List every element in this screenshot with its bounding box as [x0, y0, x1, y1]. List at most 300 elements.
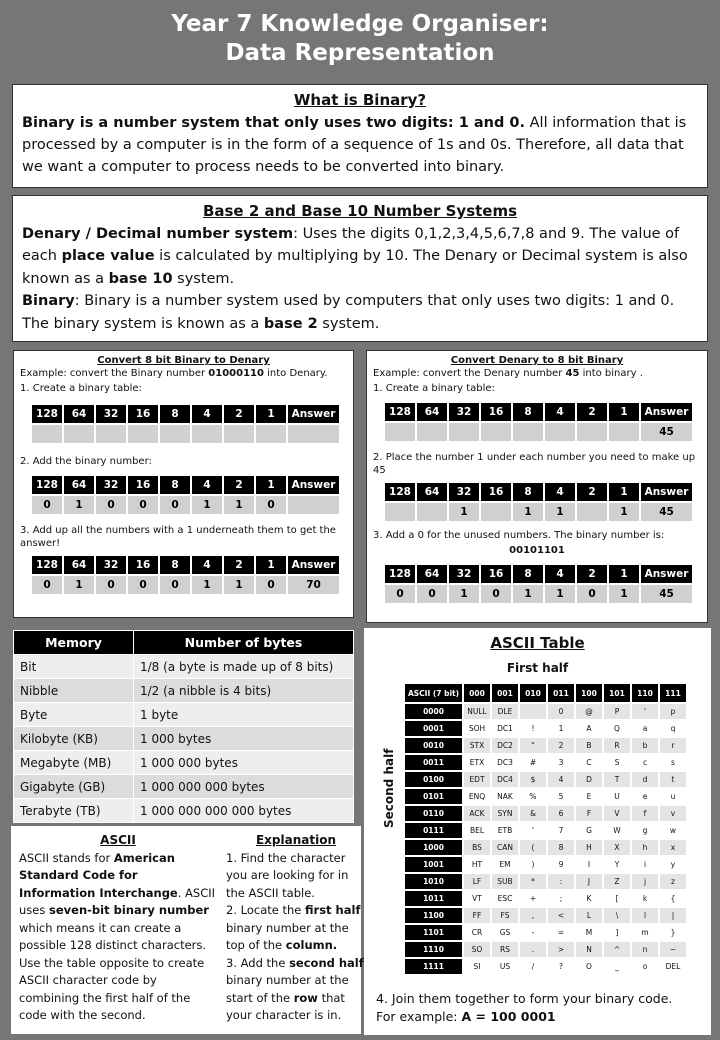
what-is-binary-heading: What is Binary?: [293, 91, 427, 109]
ascii-char-cell: EDT: [464, 772, 490, 787]
ascii-row: [405, 857, 686, 872]
ascii-seven-bit: seven-bit binary number: [49, 903, 209, 917]
binary-definition: Binary is a number system that only uses two digits: 1 and 0.: [22, 115, 526, 131]
ascii-char-cell: ESC: [492, 891, 518, 906]
what-is-binary-box: [12, 84, 708, 188]
binary-value-cell: 0: [417, 585, 447, 603]
ascii-char-cell: e: [632, 789, 658, 804]
place-value-cell: 4: [545, 483, 575, 501]
ascii-char-cell: FF: [464, 908, 490, 923]
place-value-cell: 64: [64, 405, 94, 423]
ascii-char-cell: ‘: [632, 704, 658, 719]
ascii-char-cell: ETX: [464, 755, 490, 770]
ascii-char-cell: ETB: [492, 823, 518, 838]
ascii-char-cell: *: [520, 874, 546, 889]
ascii-char-cell: C: [576, 755, 602, 770]
ascii-char-cell: K: [576, 891, 602, 906]
binary-value-cell: [385, 423, 415, 441]
d2b-step-2: 2. Place the number 1 under each number you need to make up 45: [373, 452, 696, 476]
explanation-step-2: [226, 902, 366, 955]
ascii-row: [405, 891, 686, 906]
place-value-cell: Answer: [288, 476, 339, 494]
ascii-acronym: American Standard Code for Information Interchange: [19, 850, 178, 900]
ascii-char-cell: LF: [464, 874, 490, 889]
ascii-char-cell: 6: [548, 806, 574, 821]
ascii-header-cell: 111: [660, 684, 686, 702]
binary-value-cell: [545, 423, 575, 441]
ascii-char-cell: 8: [548, 840, 574, 855]
place-value-cell: 128: [32, 556, 62, 574]
ascii-char-cell: ~: [660, 942, 686, 957]
ascii-char-cell: BS: [464, 840, 490, 855]
binary-value-cell: [577, 503, 607, 521]
ascii-char-cell: :: [548, 874, 574, 889]
ascii-char-cell: o: [632, 959, 658, 974]
ascii-char-cell: &: [520, 806, 546, 821]
ascii-char-cell: N: [576, 942, 602, 957]
binary-value-cell: 1: [609, 503, 639, 521]
binary-to-denary-heading: Convert 8 bit Binary to Denary: [97, 355, 270, 366]
ascii-row-key: 1011: [405, 891, 462, 906]
ascii-char-cell: G: [576, 823, 602, 838]
memory-column-header: Memory: [14, 631, 134, 655]
bytes-cell: 1 000 bytes: [134, 727, 354, 751]
place-value-cell: 1: [609, 565, 639, 583]
memory-unit-cell: Gigabyte (GB): [14, 775, 134, 799]
ascii-heading: ASCII: [100, 833, 136, 847]
bytes-cell: 1 byte: [134, 703, 354, 727]
ascii-header-cell: 000: [464, 684, 490, 702]
ascii-row: [405, 721, 686, 736]
base-10-term: base 10: [108, 270, 173, 287]
ascii-char-cell: b: [632, 738, 658, 753]
binary-value-cell: [577, 423, 607, 441]
ascii-char-cell: US: [492, 959, 518, 974]
place-value-cell: 1: [609, 403, 639, 421]
ascii-char-cell: 5: [548, 789, 574, 804]
bytes-cell: 1 000 000 000 000 bytes: [134, 799, 354, 823]
ascii-char-cell: ,: [520, 908, 546, 923]
binary-value-cell: 0: [32, 496, 62, 514]
ascii-char-cell: A: [576, 721, 602, 736]
ascii-row: [405, 925, 686, 940]
ascii-char-cell: CAN: [492, 840, 518, 855]
memory-row: [14, 799, 354, 823]
place-value-cell: 4: [192, 556, 222, 574]
place-value-cell: 128: [385, 403, 415, 421]
binary-value-cell: [481, 423, 511, 441]
binary-value-cell: 1: [64, 496, 94, 514]
ascii-char-cell: L: [576, 908, 602, 923]
ascii-row-key: 1100: [405, 908, 462, 923]
place-value-cell: 4: [192, 405, 222, 423]
ascii-table-footer: [376, 990, 672, 1026]
place-value-cell: 128: [32, 476, 62, 494]
ascii-char-cell: x: [660, 840, 686, 855]
ascii-char-cell: 0: [548, 704, 574, 719]
memory-unit-cell: Terabyte (TB): [14, 799, 134, 823]
b2d-example-b: into Denary.: [263, 368, 328, 379]
memory-unit-cell: Bit: [14, 655, 134, 679]
denary-to-binary-box: [366, 350, 708, 623]
binary-value-cell: 0: [128, 496, 158, 514]
ascii-char-cell: U: [604, 789, 630, 804]
ascii-char-cell: t: [660, 772, 686, 787]
base-2-term: base 2: [263, 315, 318, 332]
place-value-cell: 8: [513, 565, 543, 583]
bytes-cell: 1/2 (a nibble is 4 bits): [134, 679, 354, 703]
denary-text-a: : Uses the digits 0,1,2,3,4,5,6,7,8 and 9. The value of each: [22, 225, 680, 264]
memory-row: [14, 679, 354, 703]
ascii-char-cell: R: [604, 738, 630, 753]
title-line-1: Year 7 Knowledge Organiser:: [171, 11, 549, 37]
example-line: [376, 1008, 672, 1026]
ascii-char-cell: u: [660, 789, 686, 804]
place-value-cell: 32: [96, 476, 126, 494]
binary-value-cell: 1: [545, 503, 575, 521]
binary-value-cell: 0: [256, 496, 286, 514]
place-value-cell: 4: [545, 403, 575, 421]
ascii-char-cell: RS: [492, 942, 518, 957]
step2-c: binary number at the top of the: [226, 920, 349, 952]
ascii-description: [19, 832, 217, 1025]
ascii-row-key: 0001: [405, 721, 462, 736]
ascii-char-cell: [: [604, 891, 630, 906]
ascii-char-cell: ACK: [464, 806, 490, 821]
ascii-row: [405, 755, 686, 770]
binary-value-cell: [64, 425, 94, 443]
ascii-char-cell: }: [660, 925, 686, 940]
binary-value-cell: [32, 425, 62, 443]
binary-paragraph: [22, 290, 698, 335]
ascii-char-cell: h: [632, 840, 658, 855]
ascii-char-cell: J: [576, 874, 602, 889]
ascii-char-cell: %: [520, 789, 546, 804]
ascii-row-key: 1101: [405, 925, 462, 940]
ascii-char-cell: 1: [548, 721, 574, 736]
step3-a: 3. Add the: [226, 955, 290, 970]
ascii-char-cell: i: [632, 857, 658, 872]
place-value-row: [385, 565, 692, 583]
ascii-char-cell: BEL: [464, 823, 490, 838]
binary-text-b: system.: [317, 315, 380, 332]
ascii-char-cell: VT: [464, 891, 490, 906]
ascii-char-cell: [520, 704, 546, 719]
ascii-char-cell: \: [604, 908, 630, 923]
ascii-char-cell: {: [660, 891, 686, 906]
place-value-cell: 4: [192, 476, 222, 494]
binary-value-cell: [128, 425, 158, 443]
place-value-cell: 2: [224, 476, 254, 494]
b2d-example: [20, 367, 347, 380]
place-value-cell: Answer: [288, 556, 339, 574]
place-value-cell: Answer: [641, 565, 692, 583]
ascii-char-cell: +: [520, 891, 546, 906]
binary-text-a: : Binary is a number system used by computers that only uses two digits: 1 and 0. The binary system is known as a: [22, 293, 675, 332]
d2b-example: [373, 367, 701, 380]
ascii-char-cell: n: [632, 942, 658, 957]
binary-value-cell: 45: [641, 585, 692, 603]
first-half-label: First half: [506, 661, 569, 675]
b2d-table-3: [30, 554, 341, 596]
ascii-char-cell: 3: [548, 755, 574, 770]
denary-paragraph: [22, 223, 698, 291]
binary-value-row: [385, 503, 692, 521]
ascii-char-cell: q: [660, 721, 686, 736]
place-value-cell: 1: [256, 556, 286, 574]
ascii-table: [403, 682, 688, 976]
ascii-char-cell: B: [576, 738, 602, 753]
ascii-row-key: 1001: [405, 857, 462, 872]
ascii-char-cell: g: [632, 823, 658, 838]
binary-value-cell: [417, 423, 447, 441]
binary-value-cell: 1: [449, 503, 479, 521]
place-value-cell: 2: [224, 405, 254, 423]
join-instruction: 4. Join them together to form your binary code.: [376, 991, 673, 1006]
ascii-header-cell: 001: [492, 684, 518, 702]
step2-d: column.: [285, 938, 338, 952]
place-value-cell: 16: [481, 483, 511, 501]
memory-unit-cell: Byte: [14, 703, 134, 727]
ascii-char-cell: 4: [548, 772, 574, 787]
explanation-column: [226, 832, 366, 1025]
binary-value-cell: 0: [481, 585, 511, 603]
binary-value-cell: 1: [224, 496, 254, 514]
ascii-char-cell: ^: [604, 942, 630, 957]
ascii-header-cell: 011: [548, 684, 574, 702]
explanation-step-1: 1. Find the character you are looking for in the ASCII table.: [226, 850, 349, 900]
ascii-row-key: 1010: [405, 874, 462, 889]
ascii-char-cell: F: [576, 806, 602, 821]
place-value-cell: 64: [417, 565, 447, 583]
ascii-row: [405, 942, 686, 957]
binary-value-row: [385, 423, 692, 441]
place-value-row: [32, 556, 339, 574]
place-value-cell: 16: [128, 556, 158, 574]
ascii-char-cell: T: [604, 772, 630, 787]
place-value-cell: 64: [64, 556, 94, 574]
place-value-row: [385, 483, 692, 501]
d2b-step-1: 1. Create a binary table:: [373, 383, 495, 394]
ascii-row: [405, 789, 686, 804]
ascii-header-cell: 110: [632, 684, 658, 702]
place-value-cell: 8: [160, 476, 190, 494]
place-value-cell: 64: [64, 476, 94, 494]
memory-row: [14, 727, 354, 751]
number-systems-box: [12, 195, 708, 342]
ascii-char-cell: “: [520, 738, 546, 753]
ascii-char-cell: 9: [548, 857, 574, 872]
ascii-char-cell: ]: [604, 925, 630, 940]
binary-value-cell: 0: [160, 576, 190, 594]
ascii-char-cell: 2: [548, 738, 574, 753]
place-value-cell: 2: [577, 565, 607, 583]
ascii-char-cell: .: [520, 942, 546, 957]
denary-term: Denary / Decimal number system: [22, 225, 294, 242]
ascii-char-cell: >: [548, 942, 574, 957]
ascii-char-cell: DEL: [660, 959, 686, 974]
binary-value-cell: 1: [64, 576, 94, 594]
binary-value-cell: 0: [577, 585, 607, 603]
example-label: For example:: [376, 1009, 462, 1024]
ascii-char-cell: SUB: [492, 874, 518, 889]
ascii-char-cell: E: [576, 789, 602, 804]
place-value-cell: Answer: [641, 483, 692, 501]
binary-value-cell: [96, 425, 126, 443]
place-value-cell: 4: [545, 565, 575, 583]
ascii-char-cell: W: [604, 823, 630, 838]
ascii-row-key: 0100: [405, 772, 462, 787]
binary-value-cell: 0: [96, 576, 126, 594]
ascii-char-cell: SI: [464, 959, 490, 974]
ascii-char-cell: a: [632, 721, 658, 736]
binary-value-cell: [449, 423, 479, 441]
ascii-char-cell: ;: [548, 891, 574, 906]
binary-value-cell: [513, 423, 543, 441]
place-value-row: [385, 403, 692, 421]
memory-unit-cell: Kilobyte (KB): [14, 727, 134, 751]
place-value-cell: 8: [513, 403, 543, 421]
bytes-cell: 1/8 (a byte is made up of 8 bits): [134, 655, 354, 679]
ascii-char-cell: CR: [464, 925, 490, 940]
explanation-step-3: [226, 955, 366, 1025]
step3-b: second half: [289, 955, 364, 970]
number-systems-heading: Base 2 and Base 10 Number Systems: [202, 202, 518, 220]
ascii-table-box: [364, 628, 711, 1035]
ascii-row-key: 1110: [405, 942, 462, 957]
binary-value-cell: 1: [192, 496, 222, 514]
ascii-char-cell: k: [632, 891, 658, 906]
d2b-example-number: 45: [565, 368, 580, 379]
ascii-header-row: [405, 684, 686, 702]
ascii-char-cell: <: [548, 908, 574, 923]
place-value-cell: 32: [96, 556, 126, 574]
binary-value-cell: [481, 503, 511, 521]
ascii-char-cell: c: [632, 755, 658, 770]
step2-a: 2. Locate the: [226, 903, 306, 917]
ascii-char-cell: _: [604, 959, 630, 974]
binary-value-cell: [288, 425, 339, 443]
place-value-cell: 8: [160, 556, 190, 574]
place-value-cell: 64: [417, 403, 447, 421]
ascii-char-cell: DC1: [492, 721, 518, 736]
denary-text-b: is calculated by multiplying by 10. The Denary or Decimal system is also known as a: [22, 248, 688, 287]
d2b-example-b: into binary .: [579, 368, 643, 379]
place-value-cell: 16: [128, 476, 158, 494]
ascii-char-cell: SYN: [492, 806, 518, 821]
ascii-char-cell: P: [604, 704, 630, 719]
d2b-step-3: 3. Add a 0 for the unused numbers. The binary number is:: [373, 530, 665, 541]
ascii-char-cell: NAK: [492, 789, 518, 804]
ascii-char-cell: ‘: [520, 823, 546, 838]
binary-value-cell: 0: [385, 585, 415, 603]
step3-d: row: [293, 990, 318, 1005]
second-half-label: Second half: [382, 748, 396, 828]
binary-value-cell: 1: [449, 585, 479, 603]
ascii-char-cell: Q: [604, 721, 630, 736]
ascii-text-2: . ASCII uses: [19, 885, 216, 917]
place-value-cell: 128: [385, 483, 415, 501]
binary-value-cell: 45: [641, 423, 692, 441]
binary-value-cell: 0: [32, 576, 62, 594]
ascii-row-key: 0101: [405, 789, 462, 804]
ascii-text-1: ASCII stands for: [19, 850, 114, 865]
b2d-step-3: 3. Add up all the numbers with a 1 underneath them to get the answer!: [20, 525, 336, 549]
ascii-row: [405, 959, 686, 974]
ascii-char-cell: X: [604, 840, 630, 855]
ascii-char-cell: s: [660, 755, 686, 770]
binary-value-cell: 1: [513, 503, 543, 521]
ascii-char-cell: S: [604, 755, 630, 770]
place-value-cell: 32: [449, 565, 479, 583]
place-value-cell: 32: [449, 403, 479, 421]
ascii-char-cell: v: [660, 806, 686, 821]
ascii-char-cell: /: [520, 959, 546, 974]
ascii-char-cell: SOH: [464, 721, 490, 736]
place-value-cell: Answer: [288, 405, 339, 423]
ascii-char-cell: z: [660, 874, 686, 889]
ascii-char-cell: !: [520, 721, 546, 736]
ascii-row: [405, 704, 686, 719]
binary-value-cell: 0: [96, 496, 126, 514]
ascii-row: [405, 874, 686, 889]
binary-value-cell: [609, 423, 639, 441]
step2-b: first half: [305, 903, 361, 917]
ascii-char-cell: y: [660, 857, 686, 872]
place-value-cell: 64: [417, 483, 447, 501]
memory-row: [14, 703, 354, 727]
ascii-char-cell: Y: [604, 857, 630, 872]
ascii-char-cell: Z: [604, 874, 630, 889]
step3-c: binary number at the start of the: [226, 973, 349, 1005]
ascii-header-cell: ASCII (7 bit): [405, 684, 462, 702]
ascii-char-cell: DC3: [492, 755, 518, 770]
binary-to-denary-box: [13, 350, 354, 618]
ascii-char-cell: ): [520, 857, 546, 872]
place-value-cell: 1: [609, 483, 639, 501]
ascii-explanation-box: [11, 826, 364, 1034]
binary-value-cell: 1: [192, 576, 222, 594]
ascii-row: [405, 840, 686, 855]
place-value-cell: 128: [32, 405, 62, 423]
place-value-cell: 2: [224, 556, 254, 574]
ascii-body: [19, 850, 217, 1025]
ascii-char-cell: DC2: [492, 738, 518, 753]
ascii-char-cell: FS: [492, 908, 518, 923]
ascii-char-cell: l: [632, 908, 658, 923]
ascii-char-cell: |: [660, 908, 686, 923]
binary-value-cell: [256, 425, 286, 443]
binary-term: Binary: [22, 293, 75, 309]
page-title: [0, 10, 720, 68]
ascii-char-cell: @: [576, 704, 602, 719]
ascii-char-cell: V: [604, 806, 630, 821]
place-value-cell: Answer: [641, 403, 692, 421]
ascii-header-cell: 010: [520, 684, 546, 702]
binary-value-cell: 0: [160, 496, 190, 514]
binary-value-cell: 1: [609, 585, 639, 603]
ascii-char-cell: STX: [464, 738, 490, 753]
ascii-char-cell: (: [520, 840, 546, 855]
ascii-row-key: 0110: [405, 806, 462, 821]
ascii-char-cell: M: [576, 925, 602, 940]
ascii-char-cell: I: [576, 857, 602, 872]
place-value-cell: 32: [449, 483, 479, 501]
example-code: A = 100 0001: [461, 1009, 556, 1024]
ascii-char-cell: HT: [464, 857, 490, 872]
ascii-char-cell: j: [632, 874, 658, 889]
binary-value-cell: 1: [545, 585, 575, 603]
